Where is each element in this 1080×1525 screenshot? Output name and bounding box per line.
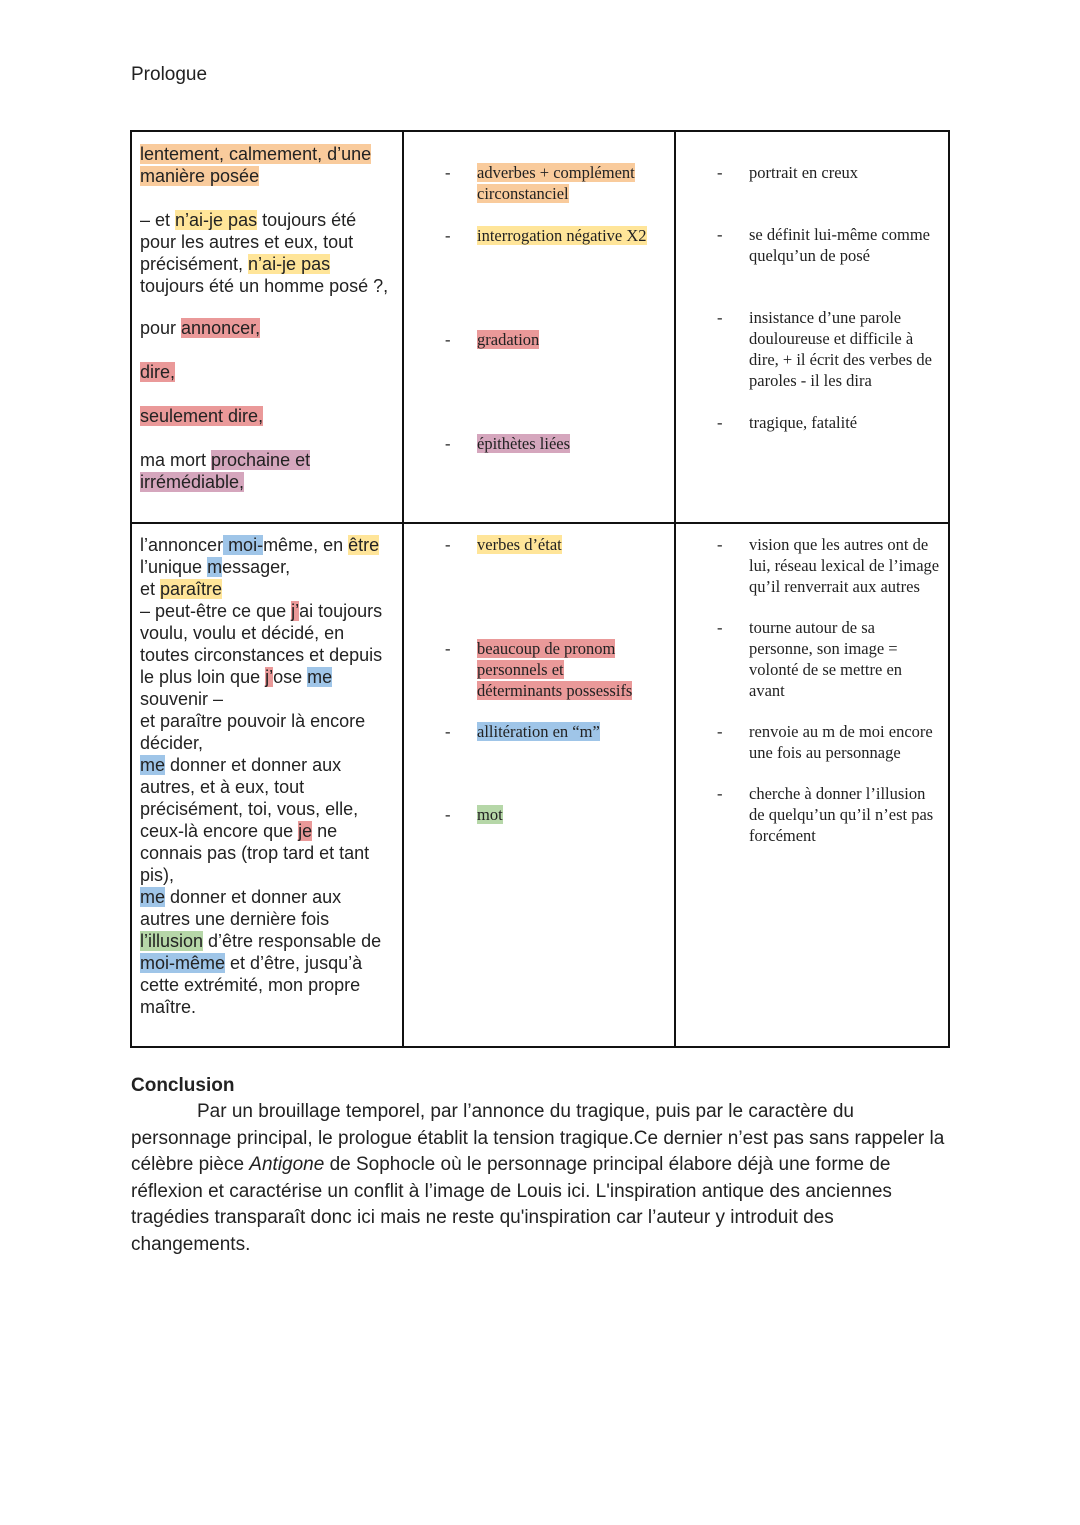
analysis-table — [130, 130, 950, 1048]
highlight-yellow: paraître — [160, 579, 223, 599]
figure-label: beaucoup de pronom personnels et déterminants possessifs — [477, 639, 633, 700]
highlight-blue: me — [140, 755, 166, 775]
quote-text: l’annoncer — [140, 535, 224, 555]
bullet: - — [445, 535, 451, 554]
highlight-blue: m — [207, 557, 223, 577]
bullet: - — [717, 535, 723, 554]
quote-text: et paraître pouvoir là encore décider, — [140, 711, 366, 753]
quote-text: – et — [140, 210, 176, 230]
figure-cell — [403, 523, 675, 1047]
bullet: - — [717, 722, 723, 741]
interpretation-text: tragique, fatalité — [749, 413, 858, 432]
quote-text: toujours été un homme posé ?, — [140, 276, 389, 296]
interpretation-text: cherche à donner l’illusion de quelqu’un qu’il n’est pas forcément — [749, 784, 934, 845]
quote-cell — [131, 131, 403, 523]
highlight-green: l’illusion — [140, 931, 204, 951]
quote-text: pour — [140, 318, 182, 338]
interpretation-cell — [675, 131, 949, 523]
conclusion-paragraph — [131, 1099, 951, 1258]
quote-text: ose — [273, 667, 308, 687]
quote-text: essager, — [222, 557, 291, 577]
quote-text: souvenir – — [140, 689, 224, 709]
bullet: - — [445, 226, 451, 245]
quote-text: d’être responsable de — [203, 931, 382, 951]
bullet: - — [717, 784, 723, 803]
interpretation-text: insistance d’une parole douloureuse et difficile à dire, + il écrit des verbes de paroles - il les dira — [749, 308, 932, 390]
interpretation-text: tourne autour de sa personne, son image = volonté de se mettre en avant — [749, 618, 903, 700]
interpretation-text: vision que les autres ont de lui, réseau lexical de l’image qu’il renverrait aux autres — [749, 535, 940, 596]
quote-cell — [131, 523, 403, 1047]
bullet: - — [445, 163, 451, 182]
conclusion-text: de Sophocle où le personnage principal élabore déjà une forme de réflexion et caractérise un conflit à l’image de Louis ici. L'inspiration antique des anciennes tragédies transparaît donc ici mais ne reste qu'inspiration car l’auteur y introduit des changements. — [131, 1154, 892, 1255]
quote-text: donner et donner aux autres une dernière fois — [140, 887, 342, 929]
highlight-red: dire, — [140, 362, 176, 382]
conclusion-title: Conclusion — [131, 1075, 235, 1096]
highlight-red: annoncer, — [181, 318, 261, 338]
figure-label: adverbes + complément circonstanciel — [477, 163, 635, 203]
highlight-orange: lentement, calmement, d’une manière posée — [140, 144, 372, 186]
highlight-blue: me — [307, 667, 333, 687]
interpretation-cell — [675, 523, 949, 1047]
bullet: - — [445, 639, 451, 658]
conclusion-section — [131, 1073, 951, 1258]
highlight-purple: prochaine et irrémédiable, — [140, 450, 311, 492]
figure-label: épithètes liées — [477, 434, 571, 453]
bullet: - — [717, 413, 723, 432]
interpretation-text: portrait en creux — [749, 163, 859, 182]
highlight-blue: moi- — [223, 535, 264, 555]
highlight-yellow: n’ai-je pas — [175, 210, 258, 230]
conclusion-text: Par un brouillage temporel, par l’annonce du tragique, puis par le caractère du personnage principal, le prologue établit la tension tragique.Ce dernier n’est pas sans rappeler la célèbre pièce — [131, 1101, 945, 1175]
figure-label: interrogation négative X2 — [477, 226, 647, 245]
figure-label: gradation — [477, 330, 540, 349]
highlight-blue: me — [140, 887, 166, 907]
bullet: - — [445, 330, 451, 349]
quote-text: ne connais pas (trop tard et tant pis), — [140, 821, 370, 885]
quote-text: ma mort — [140, 450, 212, 470]
table-row — [131, 131, 949, 523]
bullet: - — [717, 618, 723, 637]
page-heading: Prologue — [131, 64, 208, 85]
bullet: - — [445, 722, 451, 741]
interpretation-text: renvoie au m de moi encore une fois au personnage — [749, 722, 933, 762]
figure-label: verbes d’état — [477, 535, 562, 554]
bullet: - — [717, 308, 723, 327]
figure-label: allitération en “m” — [477, 722, 600, 741]
table-row — [131, 523, 949, 1047]
quote-text: toujours été pour les autres et eux, tout précisément, — [140, 210, 357, 274]
highlight-blue: moi-même — [140, 953, 226, 973]
highlight-red: seulement dire, — [140, 406, 264, 426]
quote-text: – peut-être ce que — [140, 601, 292, 621]
bullet: - — [717, 225, 723, 244]
quote-text: l’unique — [140, 557, 208, 577]
interpretation-text: se définit lui-même comme quelqu’un de posé — [749, 225, 930, 265]
highlight-red: j’ — [265, 667, 274, 687]
bullet: - — [445, 434, 451, 453]
work-title: Antigone — [249, 1154, 325, 1175]
figure-label: mot — [477, 805, 503, 824]
quote-text: donner et donner aux autres, et à eux, tout précisément, toi, vous, elle, ceux-là encore que — [140, 755, 359, 841]
highlight-red: j’ — [291, 601, 300, 621]
highlight-red: je — [298, 821, 313, 841]
quote-text: et — [140, 579, 161, 599]
figure-cell — [403, 131, 675, 523]
bullet: - — [445, 805, 451, 824]
quote-text: ai toujours voulu, voulu et décidé, en toutes circonstances et depuis le plus loin que — [140, 601, 383, 687]
highlight-yellow: n’ai-je pas — [248, 254, 331, 274]
highlight-yellow: être — [348, 535, 380, 555]
quote-text: et d’être, jusqu’à cette extrémité, mon propre maître. — [140, 953, 363, 1017]
bullet: - — [717, 163, 723, 182]
quote-text: même, en — [263, 535, 349, 555]
